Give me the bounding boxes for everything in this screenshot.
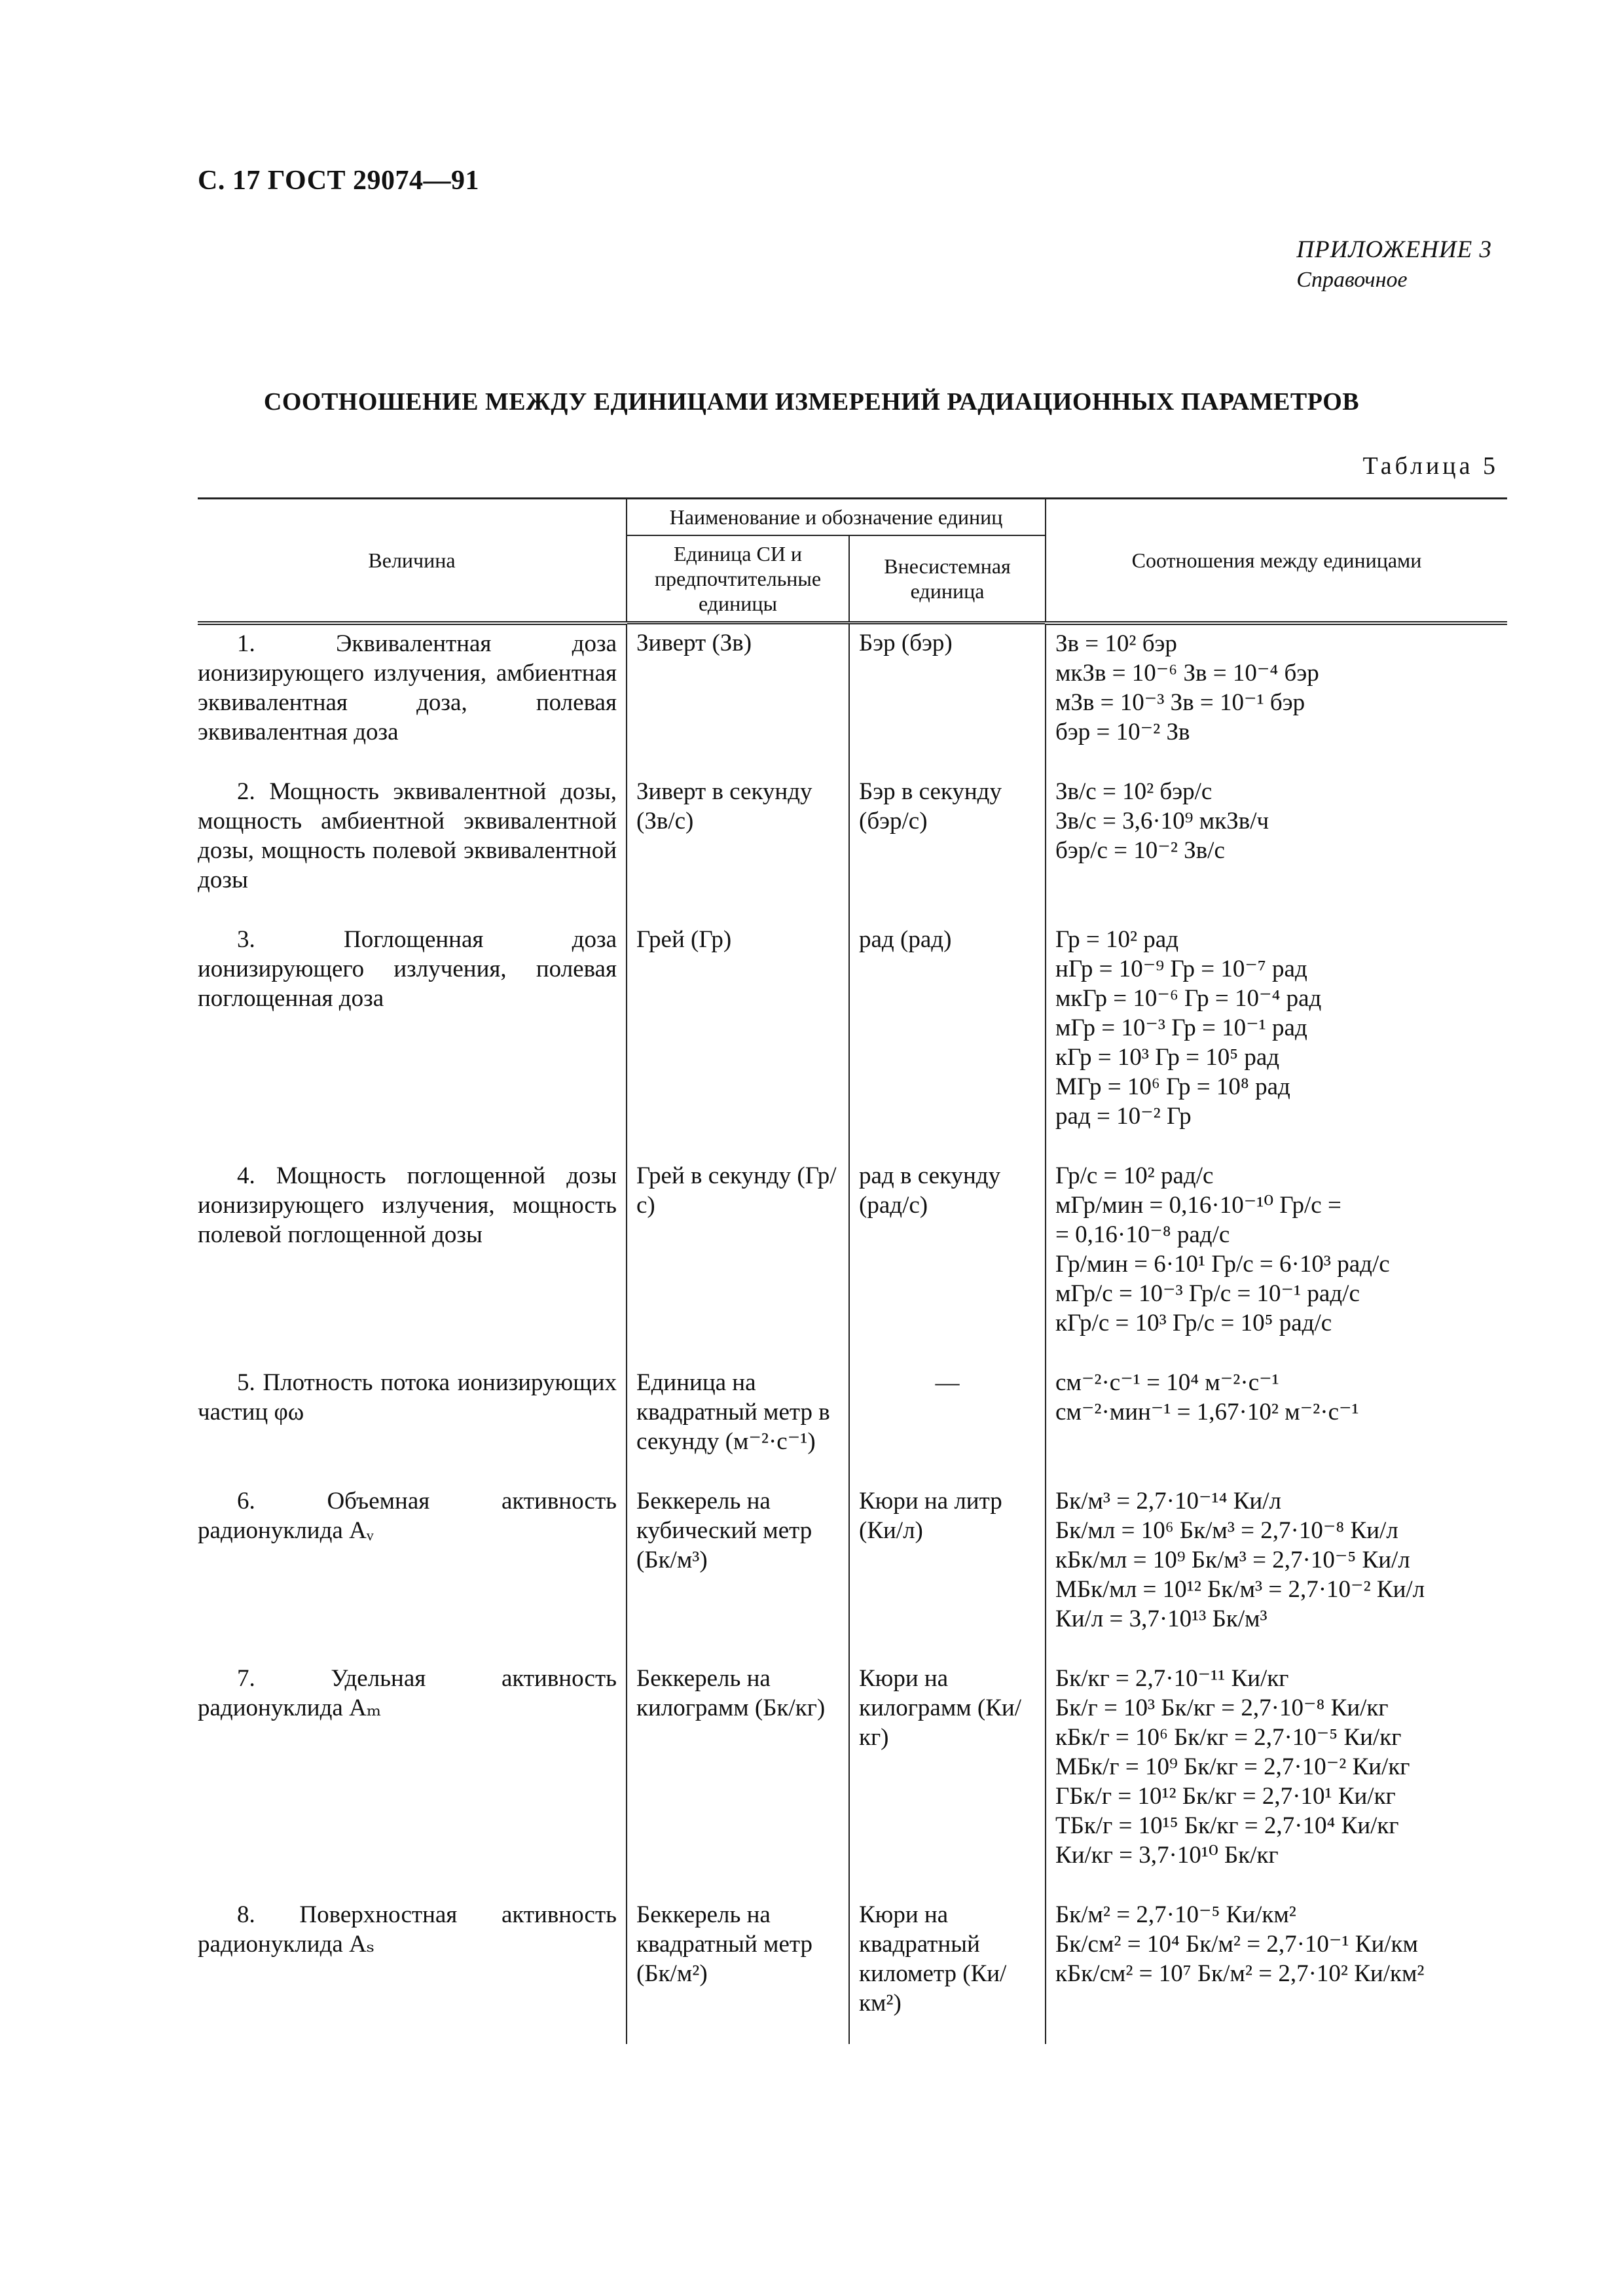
- relation-line: мГр/с = 10⁻³ Гр/с = 10⁻¹ рад/с: [1055, 1280, 1360, 1307]
- relation-line: Бк/см² = 10⁴ Бк/м² = 2,7·10⁻¹ Ки/км: [1055, 1930, 1418, 1958]
- table-body: [198, 623, 1507, 2044]
- table-row: [198, 1364, 1507, 1482]
- relation-line: Гр/с = 10² рад/с: [1055, 1162, 1214, 1189]
- cell-quantity: [198, 921, 627, 1157]
- quantity-text: 7. Удельная активность радионуклида Aₘ: [198, 1664, 617, 1721]
- header-units-group: Наименование и обозначение единиц: [627, 499, 1046, 536]
- cell-relations: [1046, 921, 1507, 1157]
- header-si-unit: Единица СИ и предпочтительные единицы: [627, 535, 849, 623]
- cell-quantity: [198, 1896, 627, 2044]
- cell-non-system-unit: Кюри на килограмм (Ки/кг): [849, 1660, 1046, 1896]
- relation-line: МБк/г = 10⁹ Бк/кг = 2,7·10⁻² Ки/кг: [1055, 1753, 1410, 1780]
- table-row: [198, 623, 1507, 773]
- relation-line: бэр/с = 10⁻² Зв/с: [1055, 836, 1225, 864]
- relation-line: мГр/мин = 0,16·10⁻¹⁰ Гр/с =: [1055, 1191, 1341, 1219]
- cell-relations: [1046, 1896, 1507, 2044]
- cell-quantity: [198, 623, 627, 773]
- cell-relations: [1046, 623, 1507, 773]
- table-row: [198, 1660, 1507, 1896]
- table-row: [198, 1482, 1507, 1660]
- cell-relations: [1046, 1157, 1507, 1364]
- relation-line: Ки/кг = 3,7·10¹⁰ Бк/кг: [1055, 1841, 1279, 1869]
- cell-non-system-unit: Бэр в секунду (бэр/с): [849, 773, 1046, 921]
- appendix-type: Справочное: [1296, 268, 1408, 292]
- relation-line: мЗв = 10⁻³ Зв = 10⁻¹ бэр: [1055, 689, 1305, 716]
- relation-line: ГБк/г = 10¹² Бк/кг = 2,7·10¹ Ки/кг: [1055, 1782, 1396, 1810]
- cell-si-unit: Беккерель на килограмм (Бк/кг): [627, 1660, 849, 1896]
- cell-non-system-unit: Бэр (бэр): [849, 623, 1046, 773]
- relation-line: мкЗв = 10⁻⁶ Зв = 10⁻⁴ бэр: [1055, 659, 1319, 687]
- relation-line: Зв = 10² бэр: [1055, 630, 1177, 657]
- cell-si-unit: Грей (Гр): [627, 921, 849, 1157]
- cell-relations: [1046, 1364, 1507, 1482]
- relation-line: Бк/мл = 10⁶ Бк/м³ = 2,7·10⁻⁸ Ки/л: [1055, 1516, 1398, 1544]
- cell-si-unit: Грей в секунду (Гр/с): [627, 1157, 849, 1364]
- appendix-label: ПРИЛОЖЕНИЕ 3: [1296, 236, 1492, 263]
- cell-si-unit: Зиверт в секунду (Зв/с): [627, 773, 849, 921]
- table-row: [198, 921, 1507, 1157]
- relation-line: рад = 10⁻² Гр: [1055, 1102, 1192, 1130]
- relation-line: Бк/г = 10³ Бк/кг = 2,7·10⁻⁸ Ки/кг: [1055, 1694, 1389, 1721]
- quantity-text: 3. Поглощенная доза ионизирующего излучения, полевая поглощенная доза: [198, 925, 617, 1012]
- relation-line: мГр = 10⁻³ Гр = 10⁻¹ рад: [1055, 1014, 1307, 1041]
- relation-line: МБк/мл = 10¹² Бк/м³ = 2,7·10⁻² Ки/л: [1055, 1575, 1425, 1603]
- units-table: [198, 497, 1507, 2044]
- relation-line: Бк/кг = 2,7·10⁻¹¹ Ки/кг: [1055, 1664, 1289, 1692]
- appendix-block: [1296, 236, 1492, 293]
- units-table-wrapper: [198, 497, 1507, 2044]
- cell-si-unit: Зиверт (Зв): [627, 623, 849, 773]
- table-row: [198, 773, 1507, 921]
- cell-relations: [1046, 1482, 1507, 1660]
- relation-line: кБк/г = 10⁶ Бк/кг = 2,7·10⁻⁵ Ки/кг: [1055, 1723, 1402, 1751]
- cell-quantity: [198, 1482, 627, 1660]
- header-quantity: Величина: [198, 499, 627, 623]
- cell-relations: [1046, 773, 1507, 921]
- relation-line: Бк/м³ = 2,7·10⁻¹⁴ Ки/л: [1055, 1487, 1281, 1515]
- header-relations: Соотношения между единицами: [1046, 499, 1507, 623]
- header-non-system-unit: Внесистемная единица: [849, 535, 1046, 623]
- quantity-text: 2. Мощность эквивалентной дозы, мощность амбиентной эквивалентной дозы, мощность полевой эквивалентной дозы: [198, 778, 617, 893]
- relation-line: бэр = 10⁻² Зв: [1055, 718, 1190, 745]
- relation-line: Гр = 10² рад: [1055, 925, 1179, 953]
- table-row: [198, 1157, 1507, 1364]
- cell-quantity: [198, 1660, 627, 1896]
- cell-relations: [1046, 1660, 1507, 1896]
- table-row: [198, 1896, 1507, 2044]
- cell-si-unit: Единица на квадратный метр в секунду (м⁻²·с⁻¹): [627, 1364, 849, 1482]
- page-title: СООТНОШЕНИЕ МЕЖДУ ЕДИНИЦАМИ ИЗМЕРЕНИЙ РАДИАЦИОННЫХ ПАРАМЕТРОВ: [263, 388, 1360, 416]
- relation-line: нГр = 10⁻⁹ Гр = 10⁻⁷ рад: [1055, 955, 1307, 982]
- cell-quantity: [198, 1157, 627, 1364]
- quantity-text: 5. Плотность потока ионизирующих частиц φω: [198, 1369, 617, 1426]
- table-label: Таблица 5: [1362, 452, 1499, 480]
- relation-line: мкГр = 10⁻⁶ Гр = 10⁻⁴ рад: [1055, 984, 1322, 1012]
- cell-non-system-unit: рад (рад): [849, 921, 1046, 1157]
- relation-line: см⁻²·с⁻¹ = 10⁴ м⁻²·с⁻¹: [1055, 1369, 1279, 1396]
- relation-line: см⁻²·мин⁻¹ = 1,67·10² м⁻²·с⁻¹: [1055, 1398, 1359, 1426]
- relation-line: кГр/с = 10³ Гр/с = 10⁵ рад/с: [1055, 1309, 1332, 1336]
- relation-line: Зв/с = 10² бэр/с: [1055, 778, 1213, 805]
- relation-line: = 0,16·10⁻⁸ рад/с: [1055, 1221, 1230, 1248]
- relation-line: кБк/см² = 10⁷ Бк/м² = 2,7·10² Ки/км²: [1055, 1960, 1425, 1987]
- cell-non-system-unit: Кюри на литр (Ки/л): [849, 1482, 1046, 1660]
- relation-line: Гр/мин = 6·10¹ Гр/с = 6·10³ рад/с: [1055, 1250, 1390, 1278]
- relation-line: Бк/м² = 2,7·10⁻⁵ Ки/км²: [1055, 1901, 1296, 1928]
- quantity-text: 6. Объемная активность радионуклида Aᵥ: [198, 1487, 617, 1544]
- cell-non-system-unit: Кюри на квадратный километр (Ки/км²): [849, 1896, 1046, 2044]
- cell-quantity: [198, 1364, 627, 1482]
- relation-line: МГр = 10⁶ Гр = 10⁸ рад: [1055, 1073, 1290, 1100]
- quantity-text: 1. Эквивалентная доза ионизирующего излучения, амбиентная эквивалентная доза, полевая эквивалентная доза: [198, 630, 617, 745]
- relation-line: кГр = 10³ Гр = 10⁵ рад: [1055, 1043, 1280, 1071]
- relation-line: кБк/мл = 10⁹ Бк/м³ = 2,7·10⁻⁵ Ки/л: [1055, 1546, 1410, 1573]
- document-code: С. 17 ГОСТ 29074—91: [198, 166, 480, 196]
- cell-quantity: [198, 773, 627, 921]
- cell-si-unit: Беккерель на квадратный метр (Бк/м²): [627, 1896, 849, 2044]
- cell-si-unit: Беккерель на кубический метр (Бк/м³): [627, 1482, 849, 1660]
- relation-line: Ки/л = 3,7·10¹³ Бк/м³: [1055, 1605, 1267, 1632]
- cell-non-system-unit: рад в секунду (рад/с): [849, 1157, 1046, 1364]
- cell-non-system-unit: —: [849, 1364, 1046, 1482]
- relation-line: ТБк/г = 10¹⁵ Бк/кг = 2,7·10⁴ Ки/кг: [1055, 1812, 1399, 1839]
- quantity-text: 4. Мощность поглощенной дозы ионизирующего излучения, мощность полевой поглощенной дозы: [198, 1162, 617, 1248]
- quantity-text: 8. Поверхностная активность радионуклида Aₛ: [198, 1901, 617, 1958]
- relation-line: Зв/с = 3,6·10⁹ мкЗв/ч: [1055, 807, 1269, 834]
